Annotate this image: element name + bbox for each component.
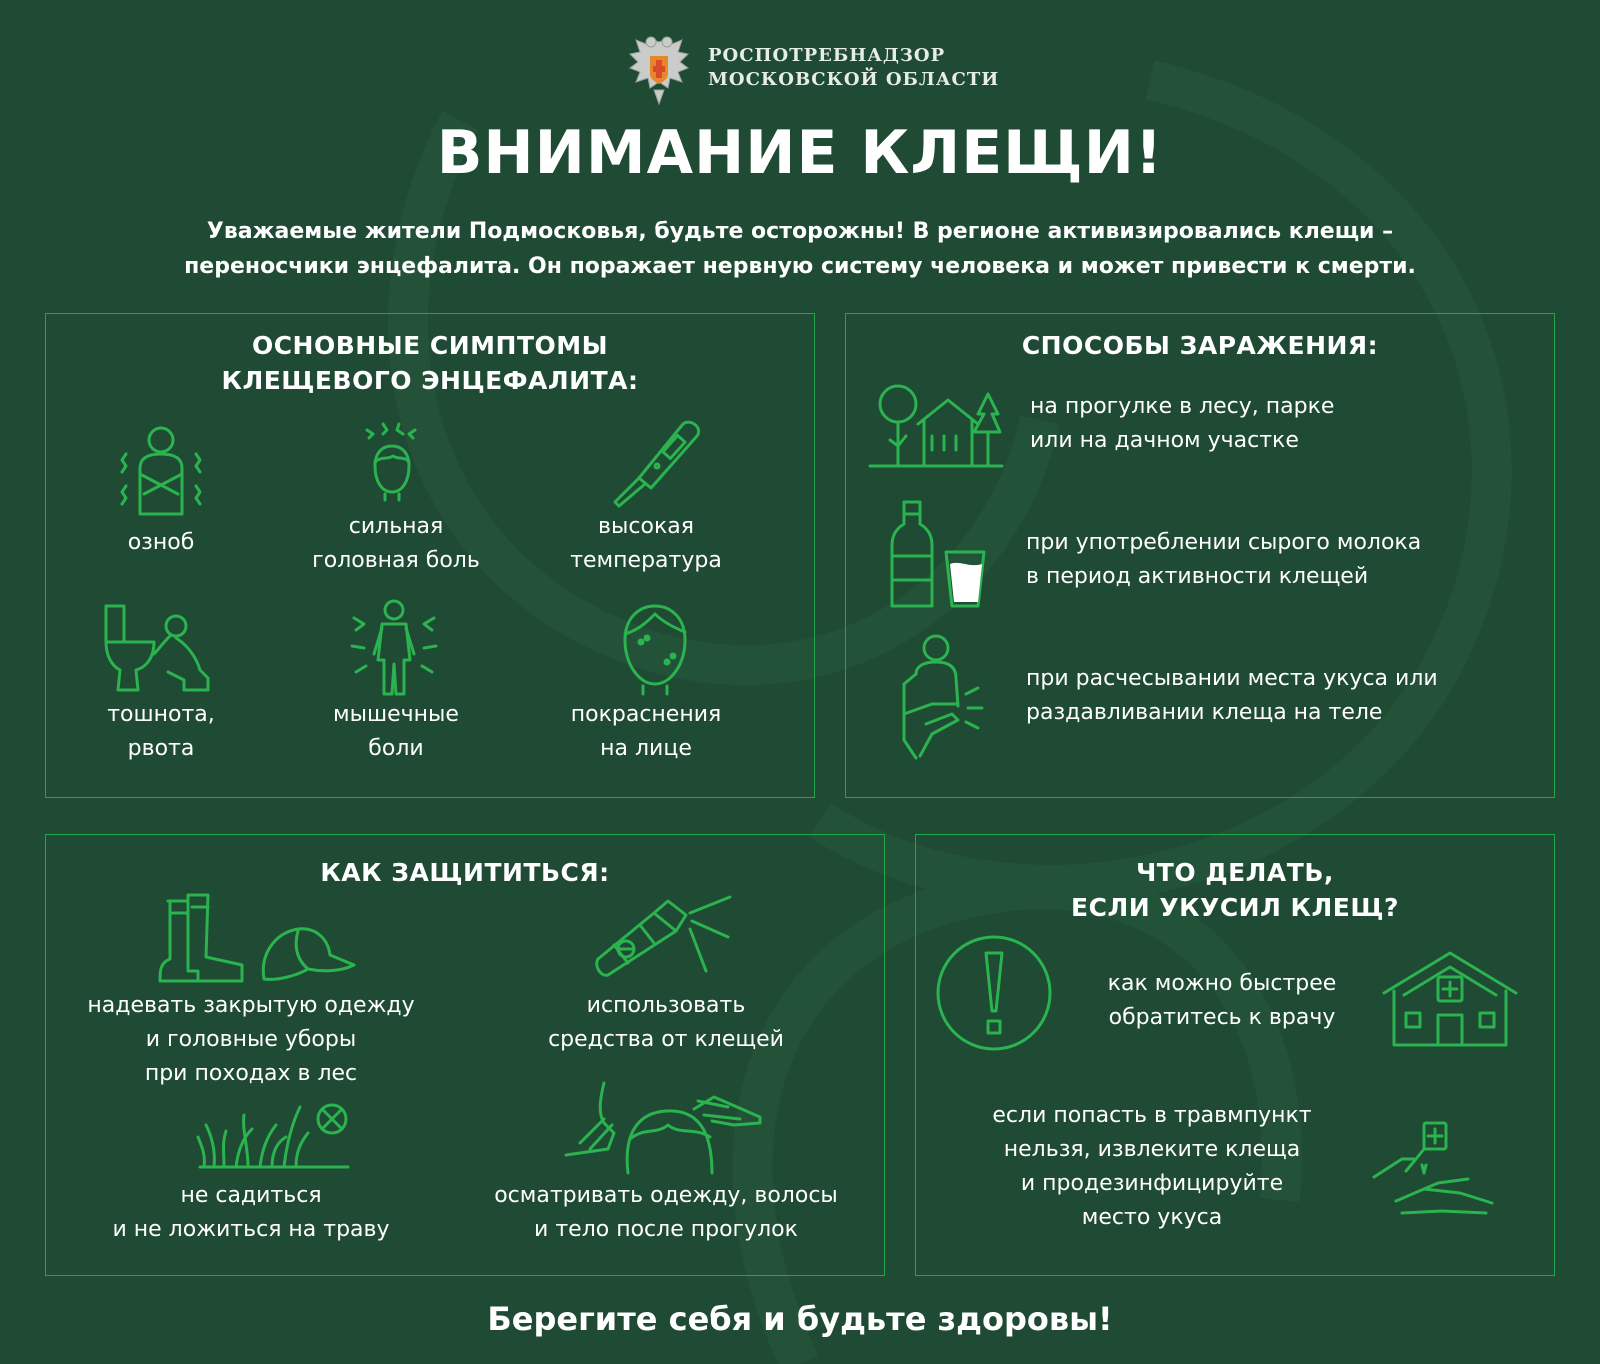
protection-grass-line-2: и не ложиться на траву xyxy=(112,1217,390,1242)
disinfect-icon xyxy=(1372,1121,1494,1217)
chills-icon xyxy=(118,424,204,520)
protection-title: КАК ЗАЩИТИТЬСЯ: xyxy=(320,858,610,887)
protection-caption xyxy=(486,989,846,1057)
infection-title: СПОСОБЫ ЗАРАЖЕНИЯ: xyxy=(1021,331,1379,360)
bitten-doctor-line-1: как можно быстрее xyxy=(1107,971,1337,996)
protection-caption xyxy=(66,1179,436,1247)
symptom-caption xyxy=(76,698,246,766)
bitten-panel xyxy=(915,834,1555,1276)
symptom-face-label-1: покраснения xyxy=(570,702,722,727)
symptom-nausea-label-1: тошнота, xyxy=(107,702,215,727)
symptoms-title xyxy=(46,328,814,398)
infection-scratch-line-2: раздавливании клеща на теле xyxy=(1026,700,1383,725)
protection-caption xyxy=(66,989,436,1091)
symptom-caption xyxy=(291,510,501,578)
page-title: ВНИМАНИЕ КЛЕЩИ! xyxy=(436,118,1164,188)
hospital-icon xyxy=(1382,951,1518,1047)
protection-grass-line-1: не садиться xyxy=(180,1183,322,1208)
protection-spray-line-1: использовать xyxy=(586,993,746,1018)
infection-text xyxy=(1026,662,1438,730)
intro-text xyxy=(60,214,1540,284)
headache-icon xyxy=(363,422,421,502)
protection-panel xyxy=(45,834,885,1276)
bitten-remove-line-3: и продезинфицируйте xyxy=(1020,1171,1284,1196)
boots-icon xyxy=(158,891,244,985)
symptoms-title-line-2: КЛЕЩЕВОГО ЭНЦЕФАЛИТА: xyxy=(221,366,639,395)
thermometer-icon xyxy=(611,418,711,510)
footer-slogan: Берегите себя и будьте здоровы! xyxy=(487,1300,1113,1338)
org-line-1: РОСПОТРЕБНАДЗОР xyxy=(708,45,946,66)
bitten-title xyxy=(916,855,1554,925)
symptom-muscle-label-1: мышечные xyxy=(333,702,459,727)
infection-panel xyxy=(845,313,1555,798)
grass-icon xyxy=(196,1103,352,1171)
protection-spray-line-2: средства от клещей xyxy=(548,1027,784,1052)
protection-inspect-line-1: осматривать одежду, волосы xyxy=(494,1183,838,1208)
symptoms-panel xyxy=(45,313,815,798)
header xyxy=(0,30,1600,106)
scratching-icon xyxy=(896,634,988,760)
infection-forest-line-2: или на дачном участке xyxy=(1030,428,1299,453)
face-redness-icon xyxy=(619,602,691,696)
bitten-remove-line-4: место укуса xyxy=(1081,1205,1223,1230)
intro-line-2: переносчики энцефалита. Он поражает нервную систему человека и может привести к смерти. xyxy=(184,254,1416,279)
symptom-caption xyxy=(291,698,501,766)
bitten-caption xyxy=(1062,967,1382,1035)
protection-caption xyxy=(486,1179,846,1247)
infection-text xyxy=(1026,526,1421,594)
org-line-2: МОСКОВСКОЙ ОБЛАСТИ xyxy=(708,69,1000,90)
symptom-chills-label: озноб xyxy=(127,530,195,555)
protection-clothes-line-2: и головные уборы xyxy=(145,1027,357,1052)
bitten-remove-line-1: если попасть в травмпункт xyxy=(992,1103,1312,1128)
symptom-face-label-2: на лице xyxy=(600,736,692,761)
emblem-icon xyxy=(624,30,694,106)
protection-clothes-line-1: надевать закрытую одежду xyxy=(87,993,415,1018)
infection-milk-line-1: при употреблении сырого молока xyxy=(1026,530,1422,555)
infection-milk-line-2: в период активности клещей xyxy=(1026,564,1369,589)
spray-icon xyxy=(594,891,732,983)
symptom-headache-label-1: сильная xyxy=(348,514,444,539)
symptom-temperature-label-1: высокая xyxy=(598,514,694,539)
bitten-title-line-2: ЕСЛИ УКУСИЛ КЛЕЩ? xyxy=(1071,893,1399,922)
protection-inspect-line-2: и тело после прогулок xyxy=(534,1217,798,1242)
symptom-muscle-label-2: боли xyxy=(368,736,424,761)
symptom-temperature-label-2: температура xyxy=(570,548,722,573)
symptom-caption xyxy=(541,698,751,766)
intro-line-1: Уважаемые жители Подмосковья, будьте осторожны! В регионе активизировались клещи – xyxy=(206,219,1394,244)
symptom-headache-label-2: головная боль xyxy=(312,548,480,573)
symptoms-title-line-1: ОСНОВНЫЕ СИМПТОМЫ xyxy=(251,331,609,360)
cap-icon xyxy=(258,925,356,985)
symptom-caption xyxy=(76,526,246,560)
infection-forest-line-1: на прогулке в лесу, парке xyxy=(1030,394,1335,419)
symptom-nausea-label-2: рвота xyxy=(127,736,195,761)
protection-clothes-line-3: при походах в лес xyxy=(144,1061,358,1086)
bitten-caption xyxy=(952,1099,1352,1235)
bitten-remove-line-2: нельзя, извлеките клеща xyxy=(1003,1137,1301,1162)
muscle-pain-icon xyxy=(348,598,440,698)
bitten-title-line-1: ЧТО ДЕЛАТЬ, xyxy=(1136,858,1334,887)
forest-house-icon xyxy=(868,380,1004,470)
infection-text xyxy=(1030,390,1334,458)
vomiting-icon xyxy=(104,604,212,694)
hair-inspection-icon xyxy=(564,1079,762,1175)
warning-icon xyxy=(936,935,1052,1051)
organization-name xyxy=(708,44,999,92)
infection-scratch-line-1: при расчесывании места укуса или xyxy=(1026,666,1438,691)
milk-glass-fill-icon xyxy=(946,552,986,608)
symptom-caption xyxy=(541,510,751,578)
bitten-doctor-line-2: обратитесь к врачу xyxy=(1108,1005,1336,1030)
